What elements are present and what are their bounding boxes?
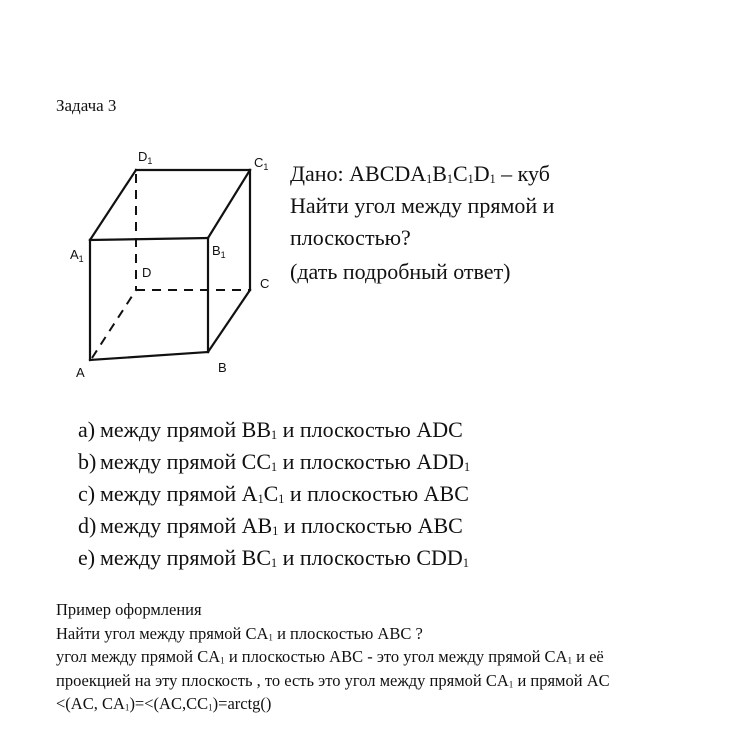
task-title: Задача 3	[56, 96, 117, 115]
example-line-3: проекцией на эту плоскость , то есть это угол между прямой $CA_1$ и прямой AC	[56, 670, 610, 690]
find-line-2: плоскостью?	[290, 225, 411, 250]
edge-AD	[92, 290, 136, 358]
label-A1: $A_1$	[70, 247, 84, 264]
label-B1: $B_1$	[212, 243, 226, 260]
option-b: b) между прямой $CC_1$ и плоскостью $ADD_1$	[78, 449, 471, 474]
given-line: Дано: $ABCDA_1B_1C_1D_1$ – куб	[290, 161, 550, 186]
option-c: c) между прямой $A_1C_1$ и плоскостью ABC	[78, 481, 469, 506]
example-line-2: угол между прямой $CA_1$ и плоскостью ABC - это угол между прямой $CA_1$ и её	[56, 647, 604, 666]
label-C1: $C_1$	[254, 155, 269, 172]
options-list	[78, 414, 470, 574]
edge-A1D1	[90, 170, 136, 240]
label-B: B	[218, 360, 227, 375]
option-e: e) между прямой $BC_1$ и плоскостью $CDD_1$	[78, 545, 469, 570]
label-C: C	[260, 276, 270, 291]
edge-A1B1	[90, 238, 208, 240]
option-a: a) между прямой $BB_1$ и плоскостью ADC	[78, 417, 463, 442]
find-line-1: Найти угол между прямой и	[290, 193, 555, 218]
answer-note: (дать подробный ответ)	[290, 259, 511, 284]
example-section	[56, 598, 610, 716]
example-line-4: <(AC, $CA_1)=<(AC,CC_1)=arctg()$	[56, 694, 272, 713]
label-A: A	[76, 365, 85, 380]
edge-AB	[90, 352, 208, 360]
cube-diagram	[60, 140, 290, 380]
example-title: Пример оформления	[56, 600, 202, 619]
edge-B1C1	[208, 170, 250, 238]
option-d: d) между прямой $AB_1$ и плоскостью ABC	[78, 513, 463, 538]
example-line-1: Найти угол между прямой $CA_1$ и плоскостью ABC ?	[56, 623, 423, 643]
label-D: D	[142, 265, 152, 280]
edge-BC	[208, 290, 250, 352]
label-D1: $D_1$	[138, 149, 153, 166]
